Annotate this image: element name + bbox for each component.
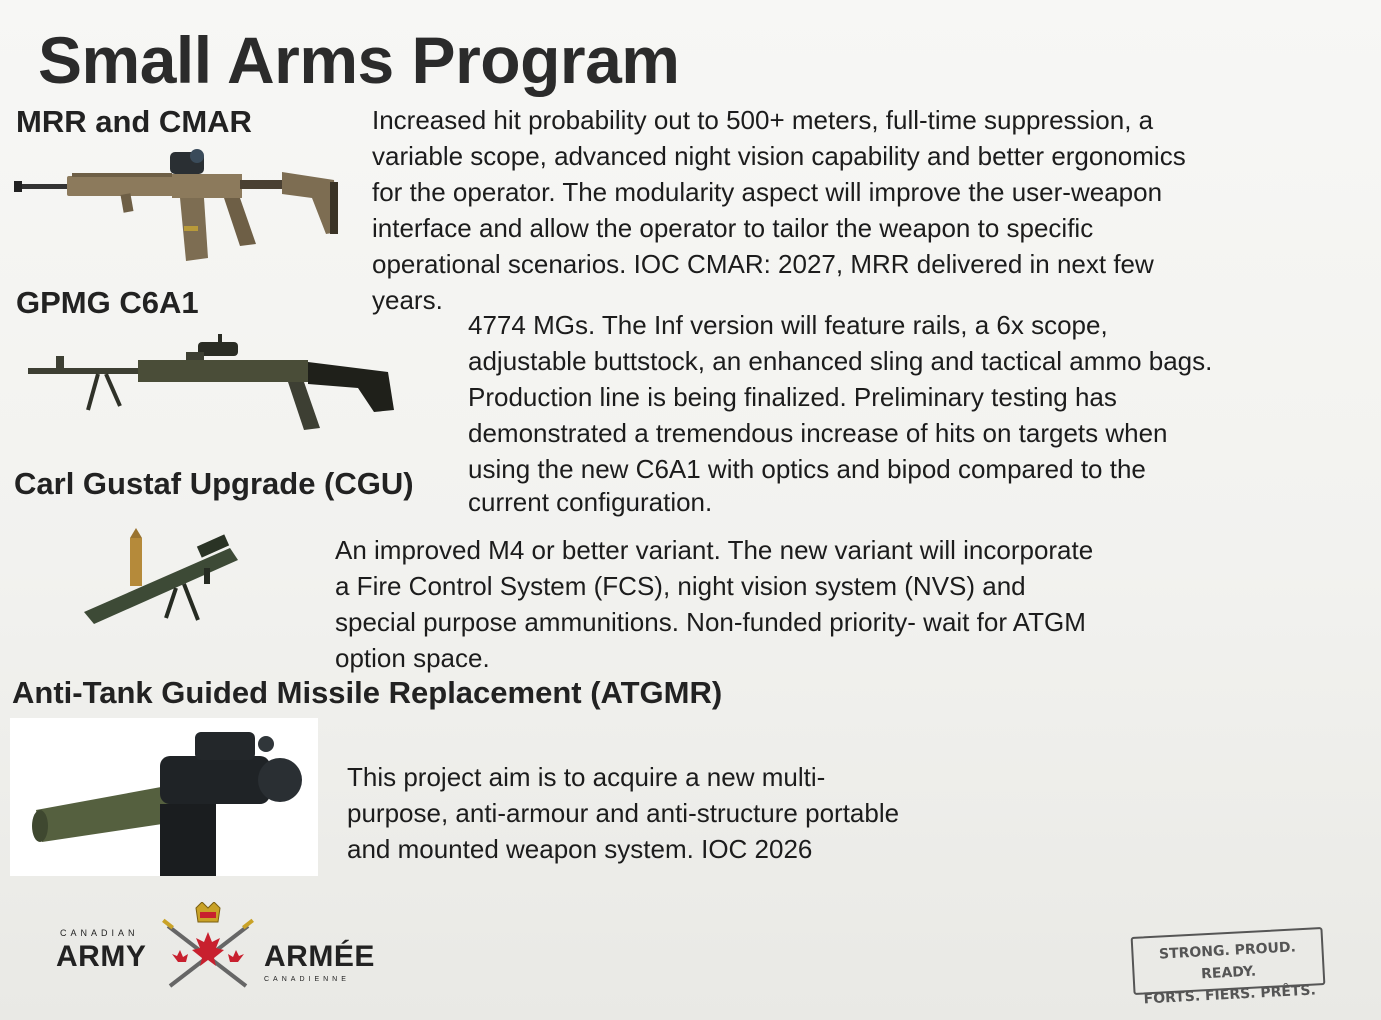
gpmg-machine-gun-image	[28, 330, 398, 435]
cgu-description	[335, 532, 1325, 676]
mrr-line: for the operator. The modularity aspect will improve the user-weapon	[372, 177, 1163, 207]
logo-army-text: ARMY	[56, 940, 147, 973]
gpmg-line: adjustable buttstock, an enhanced sling and tactical ammo bags.	[468, 346, 1213, 376]
gpmg-line: using the new C6A1 with optics and bipod compared to the	[468, 454, 1146, 484]
logo-canadienne-text: CANADIENNE	[264, 976, 350, 983]
mrr-line: interface and allow the operator to tailor the weapon to specific	[372, 213, 1094, 243]
logo-canadian-text: CANADIAN	[60, 928, 139, 938]
cgu-recoilless-rifle-image	[80, 528, 245, 628]
mrr-line: variable scope, advanced night vision capability and better ergonomics	[372, 141, 1186, 171]
canadian-army-logo	[56, 900, 396, 990]
gpmg-line: Production line is being finalized. Preliminary testing has	[468, 382, 1117, 412]
atgmr-line: and mounted weapon system. IOC 2026	[347, 834, 813, 864]
motto-stamp-english: STRONG. PROUD. READY.	[1158, 939, 1297, 983]
atgmr-line: purpose, anti-armour and anti-structure portable	[347, 798, 900, 828]
mrr-description	[372, 102, 1362, 318]
logo-armee-text: ARMÉE	[264, 940, 375, 973]
mrr-line: operational scenarios. IOC CMAR: 2027, MRR delivered in next few	[372, 249, 1154, 279]
gpmg-line: demonstrated a tremendous increase of hits on targets when	[468, 418, 1168, 448]
cgu-line: option space.	[335, 643, 490, 673]
crossed-swords-maple-icon	[160, 902, 256, 995]
cgu-line: special purpose ammunitions. Non-funded priority- wait for ATGM	[335, 607, 1086, 637]
atgmr-line: This project aim is to acquire a new multi-	[347, 762, 826, 792]
atgmr-heading: Anti-Tank Guided Missile Replacement (ATGMR)	[12, 675, 723, 710]
motto-stamp	[1131, 927, 1326, 1008]
atgmr-launcher-image	[10, 718, 318, 876]
gpmg-line: current configuration.	[468, 487, 713, 517]
page-title: Small Arms Program	[38, 23, 680, 97]
cgu-line: An improved M4 or better variant. The new variant will incorporate	[335, 535, 1094, 565]
gpmg-line: 4774 MGs. The Inf version will feature rails, a 6x scope,	[468, 310, 1108, 340]
cgu-line: a Fire Control System (FCS), night vision system (NVS) and	[335, 571, 1026, 601]
motto-stamp-french: FORTS. FIERS. PRÊTS.	[1143, 982, 1317, 1008]
cgu-heading: Carl Gustaf Upgrade (CGU)	[14, 466, 414, 501]
mrr-line: years.	[372, 285, 443, 315]
mrr-rifle-image	[12, 146, 342, 271]
gpmg-description	[468, 307, 1368, 517]
mrr-heading: MRR and CMAR	[16, 104, 252, 139]
gpmg-heading: GPMG C6A1	[16, 285, 199, 320]
mrr-line: Increased hit probability out to 500+ meters, full-time suppression, a	[372, 105, 1154, 135]
atgmr-description	[347, 759, 1047, 867]
